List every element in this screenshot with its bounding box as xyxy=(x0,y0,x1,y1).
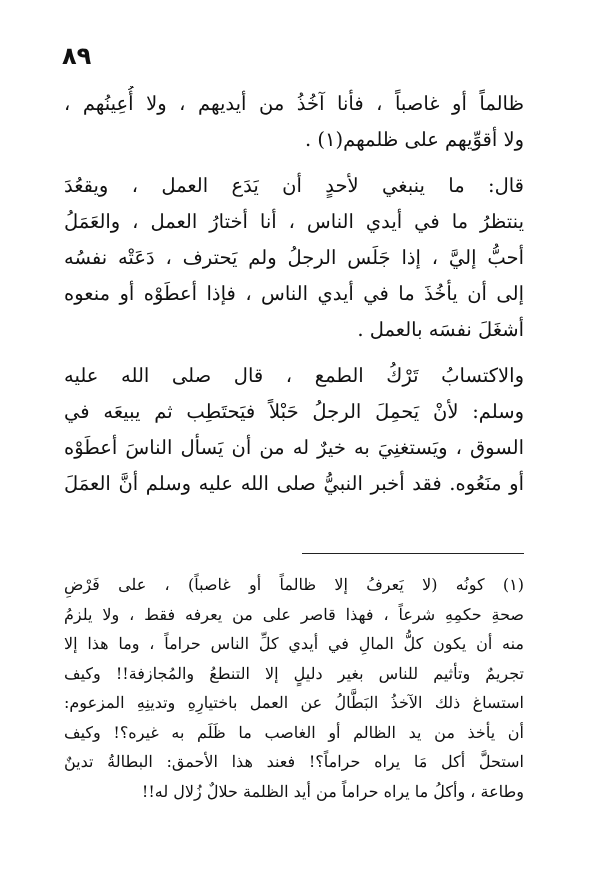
text-line: أشغَلَ نفسَه بالعمل . xyxy=(357,318,524,341)
footnotes xyxy=(64,570,524,806)
footnote-line: (١) كونُه (لا يَعرفُ إلا ظالماً أو غاصباً) ، على فَرْضِ xyxy=(64,575,524,594)
footnote-line: منه أن يكون كلُّ المالِ في أيدي كلِّ الناس حراماً ، وما هذا إلا xyxy=(64,634,524,653)
text-line: إلى أن يأخُذَ ما في أيدي الناس ، فإذا أعطَوْه أو منعوه xyxy=(64,282,524,305)
text-line: ولا أقوِّيهم على ظلمهم(١) . xyxy=(304,128,524,151)
paragraph-gap xyxy=(64,158,524,168)
footnote-separator xyxy=(302,553,524,554)
footnote-line: صحةِ حكمِهِ شرعاً ، فهذا قاصر على من يعرفه فقط ، ولا يلزمُ xyxy=(64,604,524,624)
text-line: السوق ، ويَستغنِيَ به خيرٌ له من أن يَسأل الناسَ أعطَوْه xyxy=(64,436,524,459)
text-line: أحبُّ إليَّ ، إذا جَلَس الرجلُ ولم يَحترف ، دَعَتْه نفسُه xyxy=(64,246,524,269)
text-line: وسلم: لأنْ يَحمِلَ الرجلُ حَبْلاً فيَحتَطِب ثم يبيعَه في xyxy=(64,400,524,423)
page-number: ٨٩ xyxy=(62,42,92,70)
text-line: أو منَعُوه. فقد أخبر النبيُّ صلى الله عليه وسلم أنَّ العمَلَ xyxy=(64,472,524,495)
text-line: قال: ما ينبغي لأحدٍ أن يَدَع العمل ، ويقعُدَ xyxy=(64,174,524,197)
text-line: والاكتسابُ تَرْكُ الطمع ، قال صلى الله عليه xyxy=(64,364,524,387)
footnote-line: وطاعة ، وأكلُ ما يراه حراماً من أيد الظلمة حلالٌ زُلال له!! xyxy=(141,781,524,801)
main-text xyxy=(64,86,524,502)
text-line: ظالماً أو غاصباً ، فأنا آخُذُ من أيديهم ، ولا أُعِينُهم ، xyxy=(64,92,524,115)
footnote-line: أن يأخذ من يد الظالم أو الغاصب ما ظَلَم به غيره؟! وكيف xyxy=(64,722,524,742)
footnote-line: استحلَّ أكل مَا يراه حراماً؟! فعند هذا الأحمق: البطالةُ تدينٌ xyxy=(64,752,524,771)
footnote-line: استساغ ذلك الآخذُ البَطَّالُ عن العمل باختيارِهِ وتدينِهِ المزعوم: xyxy=(64,693,524,712)
text-line: ينتظرُ ما في أيدي الناس ، أنا أختارُ العمل ، والعَمَلُ xyxy=(64,210,524,233)
footnote-line: تجريمٌ وتأثيم للناس بغير دليلٍ إلا التنطعُ والمُجازفة!! وكيف xyxy=(64,663,524,683)
paragraph-gap xyxy=(64,348,524,358)
